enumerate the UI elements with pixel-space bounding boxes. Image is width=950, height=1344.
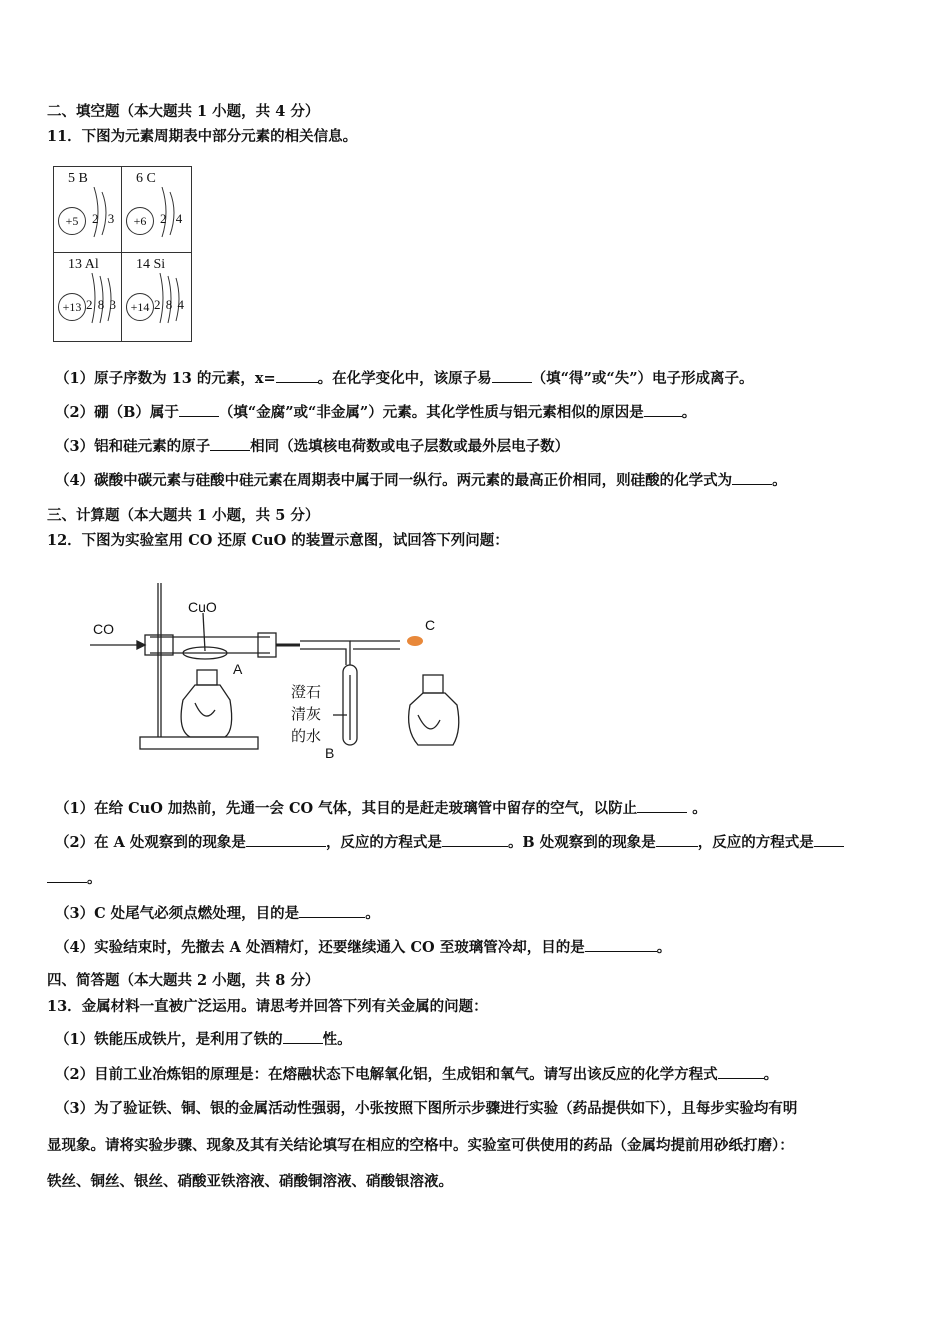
answer-blank[interactable]	[585, 939, 657, 952]
nucleus-circle: +13	[58, 293, 86, 321]
label-limewater-3: 的水	[291, 728, 322, 745]
element-label: 14 Si	[136, 257, 166, 272]
nucleus-circle: +5	[58, 207, 86, 235]
electron-shells: 2 8 4	[154, 297, 185, 312]
element-cell-boron	[54, 167, 122, 253]
label-c: C	[425, 617, 436, 633]
label-limewater-1: 澄石	[291, 684, 322, 701]
electron-shells: 2 3	[92, 211, 118, 226]
question-13-stem: 13．金属材料一直被广泛运用。请思考并回答下列有关金属的问题：	[47, 998, 488, 1015]
answer-blank[interactable]	[718, 1066, 764, 1079]
answer-blank[interactable]	[732, 472, 772, 485]
answer-blank[interactable]	[246, 834, 326, 847]
answer-blank[interactable]	[283, 1031, 323, 1044]
element-label: 6 C	[136, 171, 156, 186]
q11-part-3: （3）铝和硅元素的原子 相同（选填核电荷数或电子层数或最外层电子数）	[55, 438, 570, 455]
q11-part-1: （1）原子序数为 13 的元素，x= 。在化学变化中，该原子易 （填“得”或“失”）电子形成离子。	[55, 370, 754, 387]
question-12-stem: 12．下图为实验室用 CO 还原 CuO 的装置示意图，试回答下列问题：	[47, 532, 509, 549]
q12-part-1: （1）在给 CuO 加热前，先通一会 CO 气体，其目的是赶走玻璃管中留存的空气，以防止 。	[55, 800, 707, 817]
answer-blank[interactable]	[47, 870, 87, 883]
label-b: B	[325, 745, 335, 761]
section-4-heading: 四、简答题（本大题共 2 小题，共 8 分）	[47, 972, 320, 989]
periodic-table-excerpt	[53, 166, 192, 342]
q11-part-2: （2）硼（B）属于 （填“金腐”或“非金属”）元素。其化学性质与铝元素相似的原因是 。	[55, 404, 697, 421]
question-11-stem: 11．下图为元素周期表中部分元素的相关信息。	[47, 128, 358, 145]
answer-blank[interactable]	[814, 834, 844, 847]
answer-blank[interactable]	[637, 800, 687, 813]
q13-part-3-line-2: 显现象。请将实验步骤、现象及其有关结论填写在相应的空格中。实验室可供使用的药品（金属均提前用砂纸打磨）：	[47, 1137, 794, 1154]
element-cell-silicon	[122, 253, 190, 339]
nucleus-circle: +14	[126, 293, 154, 321]
q13-part-2: （2）目前工业冶炼铝的原理是：在熔融状态下电解氧化铝，生成铝和氧气。请写出该反应的化学方程式 。	[55, 1066, 779, 1083]
label-co: CO	[93, 621, 114, 637]
answer-blank[interactable]	[492, 370, 532, 383]
label-a: A	[233, 661, 243, 677]
element-label: 13 Al	[68, 257, 99, 272]
q12-part-2: （2）在 A 处观察到的现象是 ，反应的方程式是 。B 处观察到的现象是 ，反应的方程式是	[55, 834, 844, 852]
q12-part-4: （4）实验结束时，先撤去 A 处酒精灯，还要继续通入 CO 至玻璃管冷却，目的是 。	[55, 939, 672, 956]
label-limewater-2: 清灰	[291, 706, 322, 723]
apparatus-drawing	[85, 575, 485, 765]
answer-blank[interactable]	[179, 404, 219, 417]
answer-blank[interactable]	[644, 404, 682, 417]
section-2-heading: 二、填空题（本大题共 1 小题，共 4 分）	[47, 103, 320, 120]
q11-part-4: （4）碳酸中碳元素与硅酸中硅元素在周期表中属于同一纵行。两元素的最高正价相同，则硅酸的化学式为 。	[55, 472, 787, 489]
q13-part-3-line-3: 铁丝、铜丝、银丝、硝酸亚铁溶液、硝酸铜溶液、硝酸银溶液。	[47, 1173, 453, 1190]
answer-blank[interactable]	[442, 834, 508, 847]
nucleus-circle: +6	[126, 207, 154, 235]
answer-blank[interactable]	[276, 370, 318, 383]
q13-part-3: （3）为了验证铁、铜、银的金属活动性强弱，小张按照下图所示步骤进行实验（药品提供如下），且每步实验均有明	[55, 1100, 798, 1117]
q12-part-2-cont: 。	[47, 870, 102, 888]
section-3-heading: 三、计算题（本大题共 1 小题，共 5 分）	[47, 507, 320, 524]
co-reduction-apparatus-figure	[85, 575, 485, 765]
answer-blank[interactable]	[656, 834, 698, 847]
electron-shells: 2 8 3	[86, 297, 117, 312]
label-cuo: CuO	[188, 599, 217, 615]
answer-blank[interactable]	[210, 438, 250, 451]
q12-part-3: （3）C 处尾气必须点燃处理，目的是 。	[55, 905, 380, 922]
element-cell-carbon	[122, 167, 190, 253]
answer-blank[interactable]	[299, 905, 365, 918]
electron-shells: 2 4	[160, 211, 186, 226]
element-cell-aluminium	[54, 253, 122, 339]
q13-part-1: （1）铁能压成铁片，是利用了铁的 性。	[55, 1031, 352, 1048]
element-label: 5 B	[68, 171, 88, 186]
